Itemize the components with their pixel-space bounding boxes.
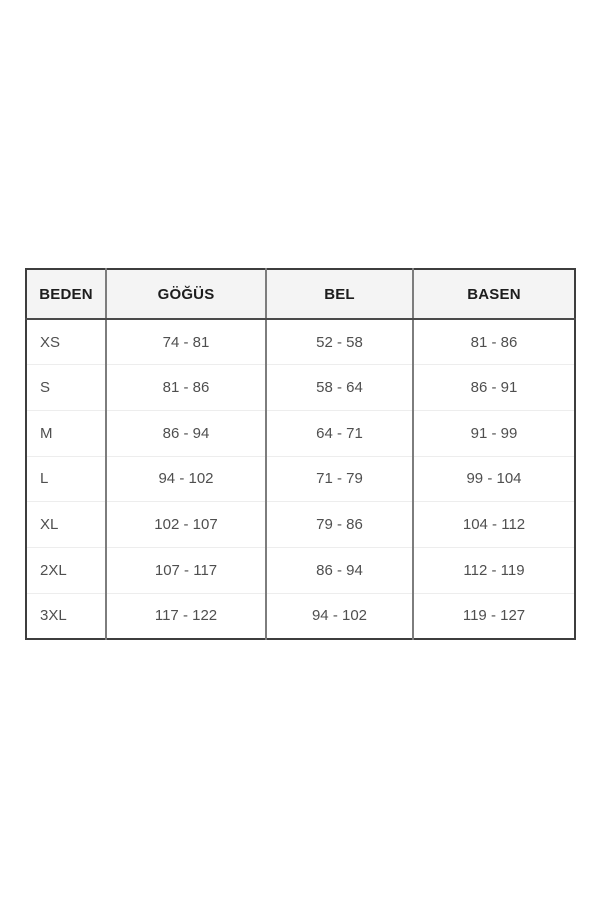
cell-hip: 112 - 119: [413, 547, 575, 593]
header-hip: BASEN: [413, 269, 575, 319]
table-row: [26, 502, 575, 548]
cell-waist: 52 - 58: [266, 319, 413, 365]
cell-size: S: [26, 365, 106, 411]
cell-chest: 102 - 107: [106, 502, 266, 548]
size-chart: [25, 268, 576, 640]
cell-chest: 117 - 122: [106, 593, 266, 639]
cell-chest: 94 - 102: [106, 456, 266, 502]
table-row: [26, 547, 575, 593]
cell-waist: 71 - 79: [266, 456, 413, 502]
cell-hip: 119 - 127: [413, 593, 575, 639]
cell-hip: 86 - 91: [413, 365, 575, 411]
cell-waist: 58 - 64: [266, 365, 413, 411]
cell-size: 2XL: [26, 547, 106, 593]
header-chest: GÖĞÜS: [106, 269, 266, 319]
cell-waist: 86 - 94: [266, 547, 413, 593]
cell-chest: 74 - 81: [106, 319, 266, 365]
cell-hip: 81 - 86: [413, 319, 575, 365]
cell-waist: 79 - 86: [266, 502, 413, 548]
cell-size: 3XL: [26, 593, 106, 639]
cell-size: L: [26, 456, 106, 502]
cell-size: XL: [26, 502, 106, 548]
cell-size: M: [26, 410, 106, 456]
table-row: [26, 319, 575, 365]
cell-waist: 64 - 71: [266, 410, 413, 456]
header-row: [26, 269, 575, 319]
cell-chest: 86 - 94: [106, 410, 266, 456]
cell-waist: 94 - 102: [266, 593, 413, 639]
table-row: [26, 410, 575, 456]
table-row: [26, 365, 575, 411]
cell-chest: 81 - 86: [106, 365, 266, 411]
size-chart-body: [26, 319, 575, 639]
cell-hip: 99 - 104: [413, 456, 575, 502]
cell-chest: 107 - 117: [106, 547, 266, 593]
cell-hip: 104 - 112: [413, 502, 575, 548]
size-chart-table: [25, 268, 576, 640]
header-size: BEDEN: [26, 269, 106, 319]
cell-hip: 91 - 99: [413, 410, 575, 456]
size-chart-header: [26, 269, 575, 319]
table-row: [26, 593, 575, 639]
table-row: [26, 456, 575, 502]
cell-size: XS: [26, 319, 106, 365]
header-waist: BEL: [266, 269, 413, 319]
